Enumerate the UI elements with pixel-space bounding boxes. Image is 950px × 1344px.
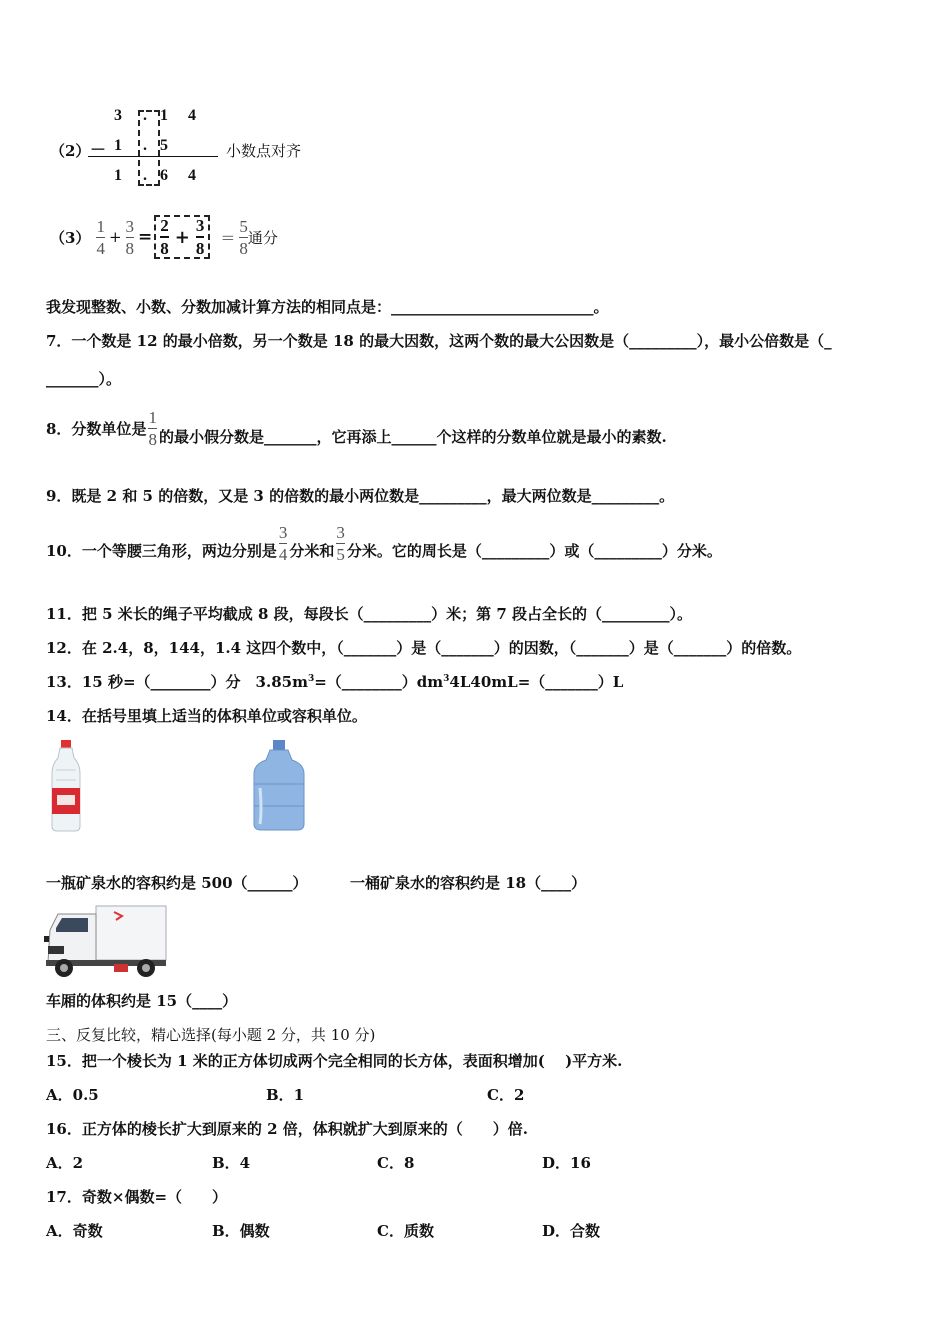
fraction-five-eighths [239, 218, 248, 257]
digit: 1 [114, 137, 122, 154]
question-11: 11．把 5 米长的绳子平均截成 8 段，每段长（_________）米；第 7 段占全长的（_________）。 [46, 605, 693, 623]
plus-sign: + [108, 228, 122, 246]
question-9: 9．既是 2 和 5 的倍数，又是 3 的倍数的最小两位数是_________，最大两位数是_________。 [46, 487, 675, 505]
vertical-note: 小数点对齐 [226, 142, 302, 160]
water-bottle-image [48, 740, 84, 832]
question-15-option-a[interactable]: A．0.5 [46, 1086, 99, 1104]
question-15: 15．把一个棱长为 1 米的正方体切成两个完全相同的长方体，表面积增加( )平方米. [46, 1052, 623, 1070]
question-8 [46, 400, 667, 456]
truck-image [44, 902, 168, 978]
question-17-option-a[interactable]: A．奇数 [46, 1222, 103, 1240]
fraction-one-eighth [148, 409, 157, 448]
fraction-sum-note: 通分 [247, 228, 278, 247]
numerator: 3 [125, 216, 135, 236]
digit: 4 [188, 167, 196, 184]
digit: 5 [160, 137, 168, 154]
question-17-option-c[interactable]: C．质数 [377, 1222, 434, 1240]
denominator: 5 [336, 544, 345, 564]
numerator: 3 [195, 216, 205, 235]
common-denominator-box [154, 215, 210, 259]
question-15-option-b[interactable]: B．1 [266, 1086, 305, 1104]
numerator: 3 [278, 522, 288, 542]
denominator: 8 [195, 239, 205, 258]
question-8-text: 的最小假分数是_______，它再添上______个这样的分数单位就是最小的素数. [158, 427, 667, 446]
minus-sign: － [90, 142, 107, 159]
decimal-point: . [143, 167, 147, 184]
vertical-calc-label: （2） [50, 142, 91, 160]
denominator: 4 [278, 544, 288, 564]
fraction-sum-row [50, 214, 278, 260]
numerator: 2 [160, 216, 169, 235]
question-13-part3: 4L40mL=（_______）L [449, 673, 624, 691]
question-14-title: 14．在括号里填上适当的体积单位或容积单位。 [46, 707, 367, 725]
denominator: 8 [125, 238, 135, 258]
question-10 [46, 518, 722, 568]
sum-line [88, 156, 218, 157]
question-13-part1: 13．15 秒=（________）分 3.85m [46, 673, 308, 691]
numerator: 1 [148, 407, 157, 427]
discovery-line: 我发现整数、小数、分数加减计算方法的相同点是：___________________________。 [46, 298, 609, 316]
fraction-three-eighths-bold [196, 217, 205, 257]
numerator: 3 [336, 522, 345, 542]
equals-sign: = [138, 227, 153, 247]
section-3-heading: 三、反复比较，精心选择(每小题 2 分，共 10 分) [46, 1026, 376, 1044]
bucket-question: 一桶矿泉水的容积约是 18（____） [350, 874, 587, 892]
decimal-point: . [143, 137, 147, 154]
digit: 4 [188, 107, 196, 124]
fraction-three-fifths [336, 524, 345, 563]
truck-question: 车厢的体积约是 15（____） [46, 992, 238, 1010]
digit: 3 [114, 107, 122, 124]
digit: 1 [114, 167, 122, 184]
question-10-prefix: 10．一个等腰三角形，两边分别是 [46, 541, 277, 560]
question-13-part2: =（________）dm [314, 673, 444, 691]
digit: 6 [160, 167, 168, 184]
superscript: 3 [307, 674, 315, 684]
equals-sign: ＝ [220, 228, 236, 247]
question-16-option-d[interactable]: D．16 [542, 1154, 591, 1172]
digit: 1 [160, 107, 168, 124]
water-bucket-image [252, 740, 306, 832]
question-16-option-a[interactable]: A．2 [46, 1154, 84, 1172]
question-10-mid: 分米和 [289, 541, 335, 560]
fraction-sum-label: （3） [50, 228, 91, 247]
question-13 [46, 671, 623, 692]
question-7-line1: 7．一个数是 12 的最小倍数，另一个数是 18 的最大因数，这两个数的最大公因数是（_________），最小公倍数是（_ [46, 332, 832, 350]
question-16-option-b[interactable]: B．4 [212, 1154, 251, 1172]
denominator: 8 [148, 429, 157, 449]
question-17-option-b[interactable]: B．偶数 [212, 1222, 270, 1240]
fraction-one-quarter [96, 218, 105, 257]
fraction-two-eighths [160, 217, 169, 257]
decimal-point: . [143, 107, 147, 124]
numerator: 5 [239, 216, 248, 236]
fraction-three-eighths [126, 218, 135, 257]
denominator: 8 [160, 239, 169, 258]
question-8-prefix: 8．分数单位是 [46, 419, 147, 438]
question-10-text: 分米。它的周长是（_________）或（_________）分米。 [346, 541, 722, 560]
question-17-option-d[interactable]: D．合数 [542, 1222, 601, 1240]
denominator: 4 [96, 238, 105, 258]
superscript: 3 [443, 674, 450, 684]
question-17: 17．奇数×偶数=（ ） [46, 1188, 228, 1206]
decimal-point-highlight-box [138, 110, 160, 186]
plus-sign: + [174, 226, 190, 248]
question-16-option-c[interactable]: C．8 [377, 1154, 415, 1172]
question-12: 12．在 2.4，8，144，1.4 这四个数中，（_______）是（_______）的因数，（_______）是（_______）的倍数。 [46, 639, 802, 657]
fraction-three-quarters [279, 524, 288, 563]
question-16: 16．正方体的棱长扩大到原来的 2 倍，体积就扩大到原来的（ ）倍. [46, 1120, 528, 1138]
question-7-line2: _______）。 [46, 370, 122, 388]
numerator: 1 [96, 216, 105, 236]
denominator: 8 [239, 238, 248, 258]
question-15-option-c[interactable]: C．2 [487, 1086, 525, 1104]
bottle-question: 一瓶矿泉水的容积约是 500（______） [46, 874, 308, 892]
